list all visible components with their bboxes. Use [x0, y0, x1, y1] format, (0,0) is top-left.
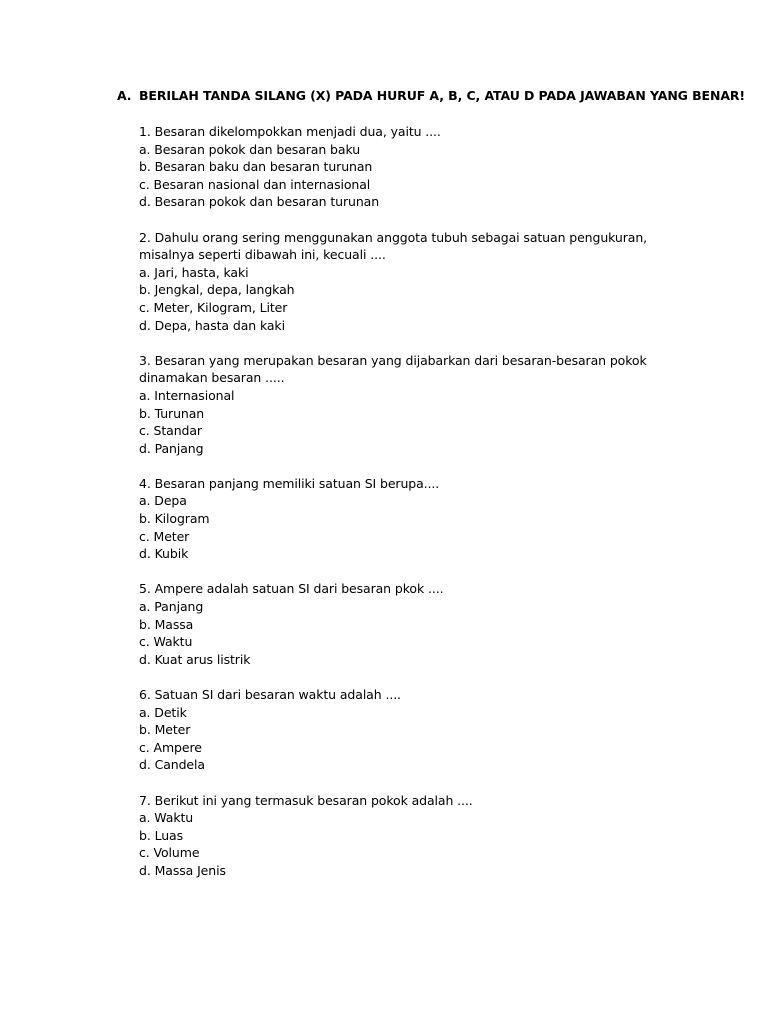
option-d: d. Panjang [139, 440, 204, 456]
option-c: c. Volume [139, 845, 200, 861]
question-6 [139, 686, 699, 774]
option-b: b. Kilogram [139, 511, 210, 527]
option-a: a. Internasional [139, 387, 235, 403]
question-text: 2. Dahulu orang sering menggunakan anggota tubuh sebagai satuan pengukuran, misalnya seperti dibawah ini, kecuali .... [139, 229, 651, 263]
option-d: d. Depa, hasta dan kaki [139, 317, 285, 333]
question-text: 3. Besaran yang merupakan besaran yang dijabarkan dari besaran-besaran pokok dinamakan besaran ..... [139, 352, 651, 386]
option-a: a. Depa [139, 493, 187, 509]
question-3 [139, 352, 699, 458]
option-b: b. Meter [139, 722, 191, 738]
option-a: a. Jari, hasta, kaki [139, 264, 249, 280]
question-5 [139, 580, 699, 668]
option-d: d. Candela [139, 757, 205, 773]
option-c: c. Standar [139, 423, 202, 439]
option-b: b. Turunan [139, 405, 205, 421]
question-7 [139, 792, 699, 880]
question-list [139, 123, 699, 897]
question-text: 4. Besaran panjang memiliki satuan SI berupa.... [139, 475, 440, 491]
option-d: d. Kuat arus listrik [139, 651, 251, 667]
question-4 [139, 475, 699, 563]
option-a: a. Waktu [139, 810, 194, 826]
option-c: c. Meter, Kilogram, Liter [139, 299, 288, 315]
question-text: 5. Ampere adalah satuan SI dari besaran pkok .... [139, 581, 444, 597]
option-b: b. Massa [139, 616, 194, 632]
option-d: d. Kubik [139, 546, 189, 562]
option-c: c. Meter [139, 528, 190, 544]
option-a: a. Detik [139, 704, 187, 720]
question-text: 1. Besaran dikelompokkan menjadi dua, yaitu .... [139, 124, 441, 139]
question-text: 7. Berikut ini yang termasuk besaran pokok adalah .... [139, 792, 473, 808]
question-1 [139, 123, 699, 211]
option-b: b. Besaran baku dan besaran turunan [139, 159, 373, 175]
option-c: c. Besaran nasional dan internasional [139, 176, 371, 192]
option-b: b. Jengkal, depa, langkah [139, 282, 295, 298]
section-marker: A. [117, 88, 132, 103]
section-heading-text: BERILAH TANDA SILANG (X) PADA HURUF A, B, C, ATAU D PADA JAWABAN YANG BENAR! [139, 88, 746, 103]
option-d: d. Massa Jenis [139, 862, 226, 878]
section-heading [117, 88, 745, 103]
option-c: c. Waktu [139, 634, 193, 650]
question-text: 6. Satuan SI dari besaran waktu adalah .... [139, 687, 401, 702]
option-a: a. Panjang [139, 599, 204, 615]
option-c: c. Ampere [139, 739, 202, 755]
option-d: d. Besaran pokok dan besaran turunan [139, 194, 380, 210]
option-b: b. Luas [139, 827, 184, 843]
option-a: a. Besaran pokok dan besaran baku [139, 141, 361, 157]
question-2 [139, 229, 699, 335]
